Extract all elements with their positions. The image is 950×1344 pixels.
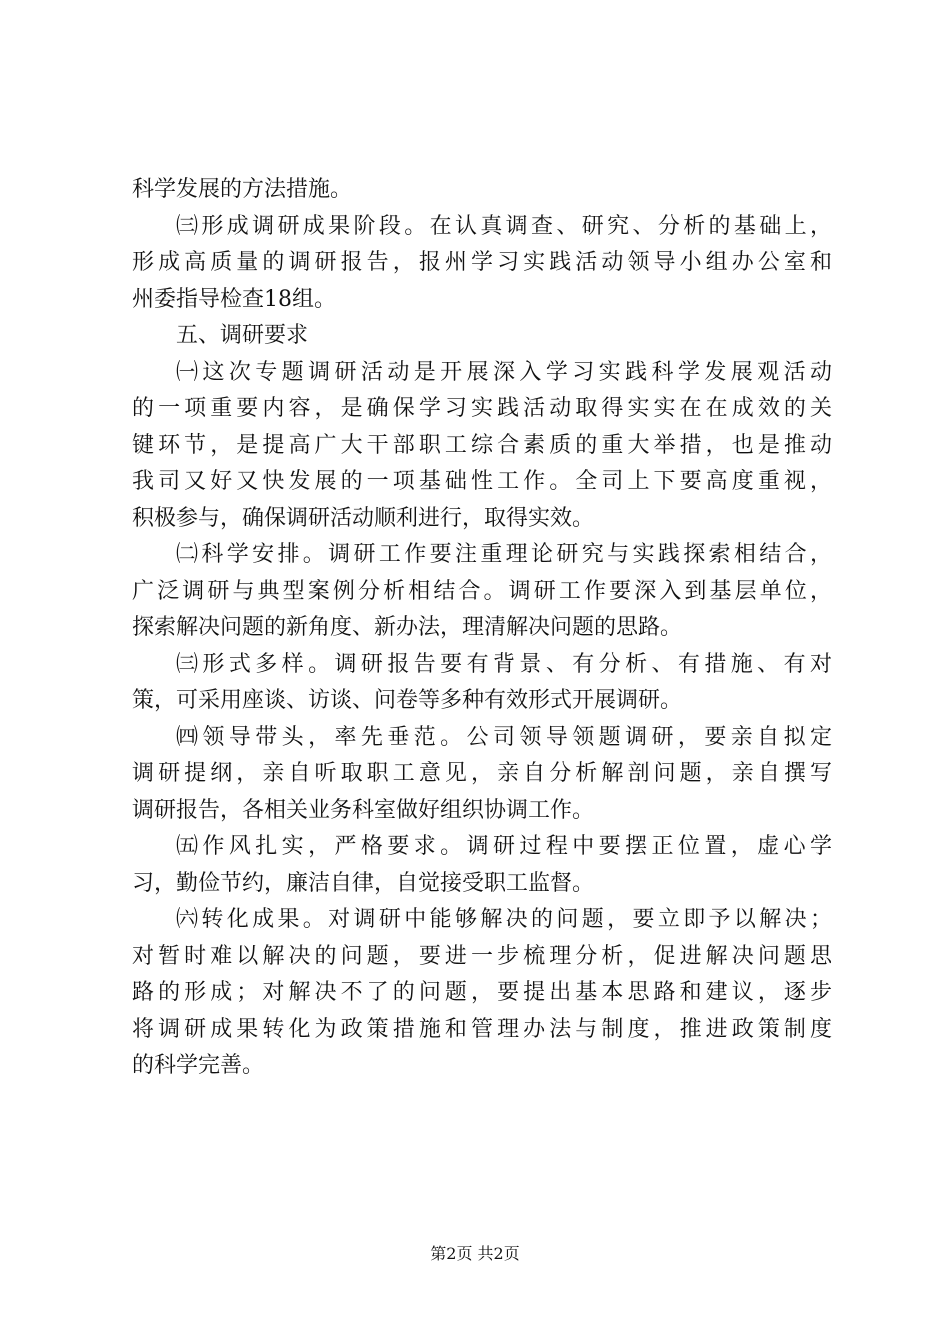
text-line: ㈥转化成果。对调研中能够解决的问题，要立即予以解决； xyxy=(176,907,832,932)
text-line: ㈠这次专题调研活动是开展深入学习实践科学发展观活动 xyxy=(176,359,832,385)
paragraph-method-measures-end xyxy=(132,172,832,209)
text-line: 的科学完善。 xyxy=(132,1053,265,1078)
paragraph-stage-3 xyxy=(132,209,832,319)
text-line: ㈣领导带头，率先垂范。公司领导领题调研，要亲自拟定 xyxy=(176,724,832,750)
text-line: 广泛调研与典型案例分析相结合。调研工作要深入到基层单位， xyxy=(132,578,832,604)
paragraph-requirement-2 xyxy=(132,537,832,647)
text-line: 调研报告，各相关业务科室做好组织协调工作。 xyxy=(132,797,595,823)
paragraph-requirement-5 xyxy=(132,829,832,902)
text-line: 探索解决问题的新角度、新办法，理清解决问题的思路。 xyxy=(132,615,683,640)
paragraph-requirement-6 xyxy=(132,902,832,1085)
section-heading-requirements xyxy=(132,318,832,355)
text-line: ㈢形式多样。调研报告要有背景、有分析、有措施、有对 xyxy=(176,651,832,677)
text-line: 调研提纲，亲自听取职工意见，亲自分析解剖问题，亲自撰写 xyxy=(132,761,832,786)
text-line: 将调研成果转化为政策措施和管理办法与制度，推进政策制度 xyxy=(132,1016,832,1042)
document-body xyxy=(132,172,832,1085)
text-line: 键环节，是提高广大干部职工综合素质的重大举措，也是推动 xyxy=(132,432,832,458)
text-line: 科学发展的方法措施。 xyxy=(132,177,353,202)
text-line: 对暂时难以解决的问题，要进一步梳理分析，促进解决问题思 xyxy=(132,943,832,969)
text-line: 的一项重要内容，是确保学习实践活动取得实实在在成效的关 xyxy=(132,396,832,421)
text-line: ㈢形成调研成果阶段。在认真调查、研究、分析的基础上， xyxy=(176,213,832,239)
page-number-footer: 第2页 共2页 xyxy=(430,1244,520,1263)
text-line: 策，可采用座谈、访谈、问卷等多种有效形式开展调研。 xyxy=(132,688,683,713)
text-line: ㈤作风扎实，严格要求。调研过程中要摆正位置，虚心学 xyxy=(176,834,832,859)
paragraph-requirement-4 xyxy=(132,720,832,830)
paragraph-requirement-3 xyxy=(132,647,832,720)
text-line: 路的形成；对解决不了的问题，要提出基本思路和建议，逐步 xyxy=(132,980,832,1005)
text-line: 形成高质量的调研报告，报州学习实践活动领导小组办公室和 xyxy=(132,250,832,275)
text-line: 我司又好又快发展的一项基础性工作。全司上下要高度重视， xyxy=(132,469,832,494)
text-line: 州委指导检查18组。 xyxy=(132,286,336,312)
text-line: 习，勤俭节约，廉洁自律，自觉接受职工监督。 xyxy=(132,870,595,896)
text-line: ㈡科学安排。调研工作要注重理论研究与实践探索相结合， xyxy=(176,542,832,567)
section-heading: 五、调研要求 xyxy=(176,323,309,348)
text-line: 积极参与，确保调研活动顺利进行，取得实效。 xyxy=(132,505,595,531)
paragraph-requirement-1 xyxy=(132,355,832,538)
